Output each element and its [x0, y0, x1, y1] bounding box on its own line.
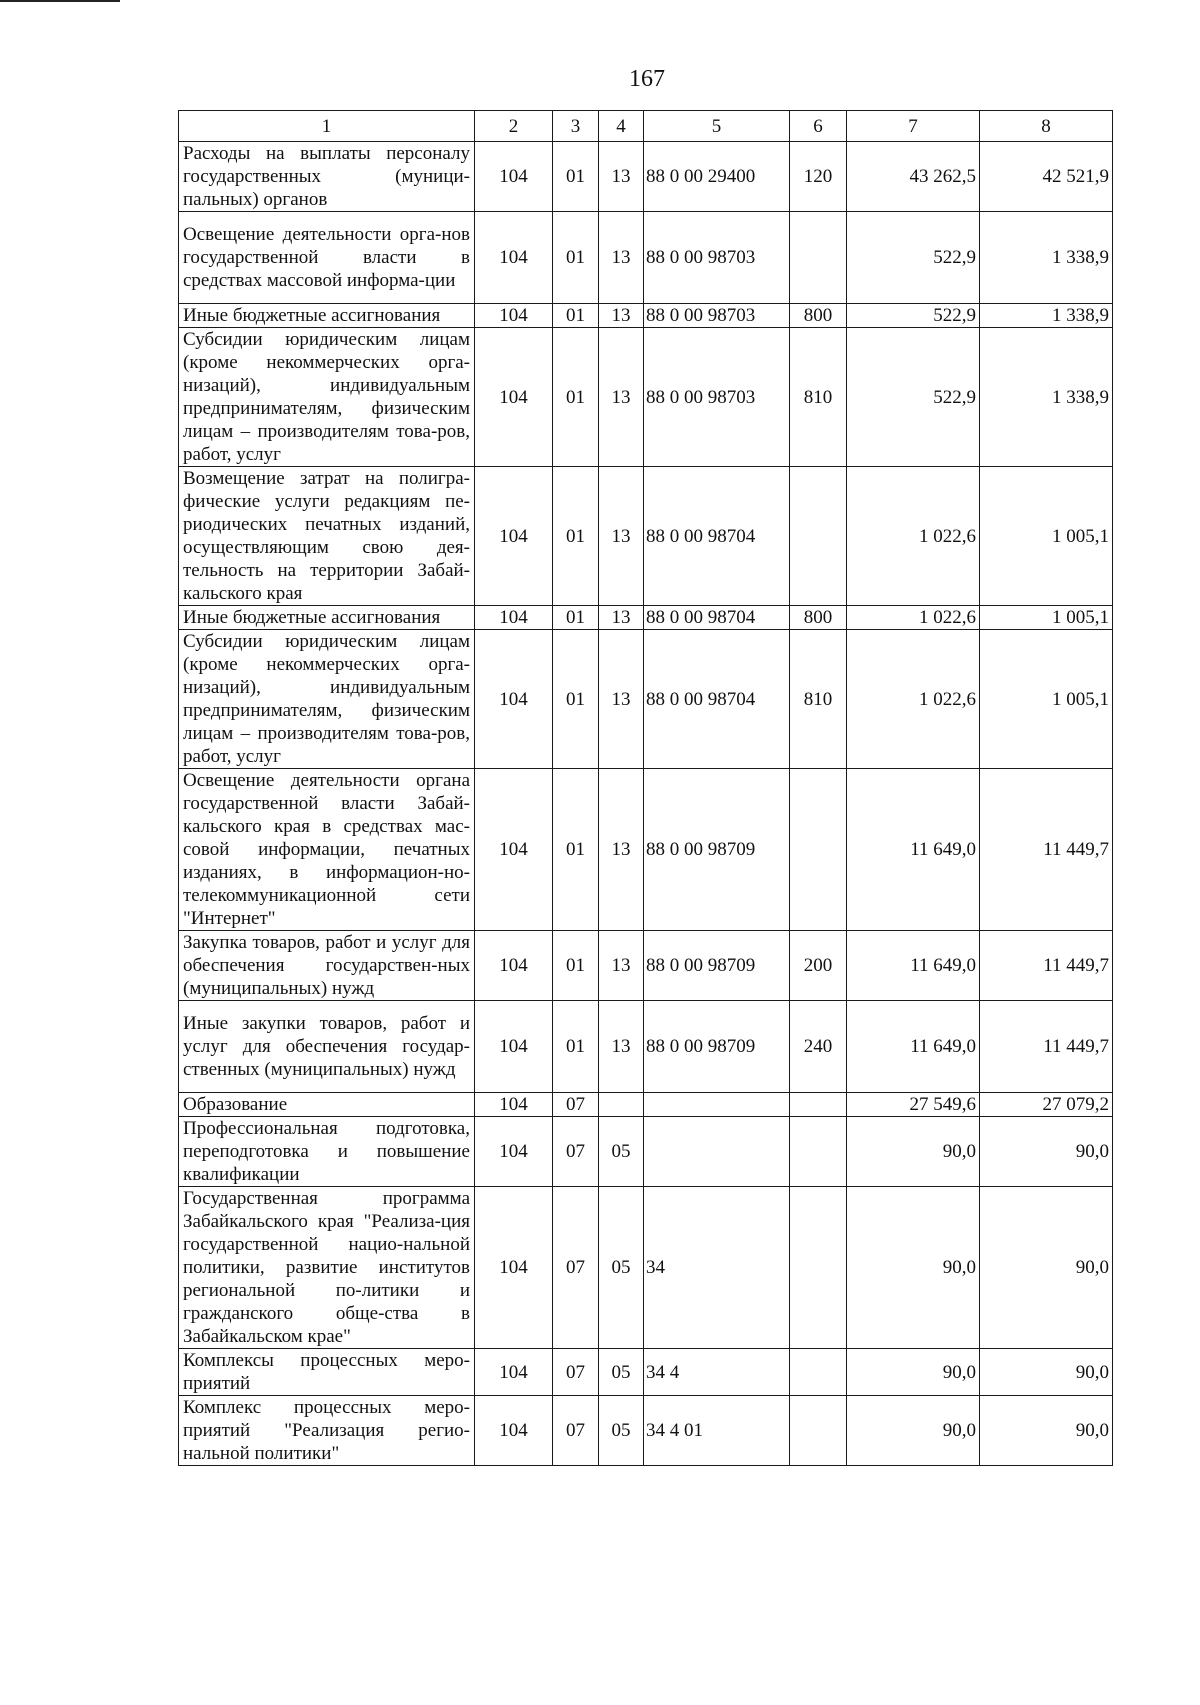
row-target-article: 34 4 [644, 1349, 790, 1396]
page-number: 167 [629, 66, 665, 92]
row-subsection: 13 [599, 328, 644, 467]
row-subsection: 05 [599, 1117, 644, 1187]
table-row [179, 606, 1113, 630]
row-ministry-code: 104 [475, 1187, 553, 1349]
row-description: Субсидии юридическим лицам (кроме некоммерческих орга-низаций), индивидуальным предпринимателям, физическим лицам – производителям това-ров, работ, услуг [179, 328, 475, 467]
row-amount-year2: 90,0 [980, 1117, 1113, 1187]
row-amount-year1: 522,9 [847, 304, 980, 328]
row-amount-year2: 27 079,2 [980, 1093, 1113, 1117]
row-subsection: 13 [599, 142, 644, 212]
row-section: 07 [553, 1187, 599, 1349]
row-subsection: 13 [599, 212, 644, 304]
row-section: 07 [553, 1093, 599, 1117]
row-expense-type: 120 [790, 142, 847, 212]
row-description: Возмещение затрат на полигра-фические услуги редакциям пе-риодических печатных изданий, осуществляющим свою дея-тельность на территории Забай-кальского края [179, 467, 475, 606]
row-ministry-code: 104 [475, 1349, 553, 1396]
row-amount-year1: 90,0 [847, 1117, 980, 1187]
row-section: 01 [553, 606, 599, 630]
row-amount-year2: 11 449,7 [980, 1001, 1113, 1093]
row-subsection [599, 1093, 644, 1117]
row-section: 01 [553, 142, 599, 212]
row-amount-year1: 90,0 [847, 1396, 980, 1466]
row-description: Освещение деятельности органа государственной власти Забай-кальского края в средствах мас-совой информации, печатных изданиях, в информацион-но-телекоммуникационной сети "Интернет" [179, 769, 475, 931]
row-target-article: 88 0 00 29400 [644, 142, 790, 212]
row-subsection: 13 [599, 931, 644, 1001]
table-row [179, 1117, 1113, 1187]
table-row [179, 630, 1113, 769]
row-expense-type [790, 1093, 847, 1117]
row-amount-year1: 27 549,6 [847, 1093, 980, 1117]
row-subsection: 13 [599, 304, 644, 328]
row-description: Освещение деятельности орга-нов государственной власти в средствах массовой информа-ции [179, 212, 475, 304]
row-description: Комплекс процессных меро-приятий "Реализация регио-нальной политики" [179, 1396, 475, 1466]
row-description: Иные закупки товаров, работ и услуг для обеспечения государ-ственных (муниципальных) нужд [179, 1001, 475, 1093]
row-expense-type: 240 [790, 1001, 847, 1093]
table-row [179, 1396, 1113, 1466]
row-expense-type: 800 [790, 606, 847, 630]
row-description: Профессиональная подготовка, переподготовка и повышение квалификации [179, 1117, 475, 1187]
row-ministry-code: 104 [475, 467, 553, 606]
row-ministry-code: 104 [475, 769, 553, 931]
table-row [179, 1093, 1113, 1117]
row-amount-year2: 42 521,9 [980, 142, 1113, 212]
table-row [179, 212, 1113, 304]
row-ministry-code: 104 [475, 212, 553, 304]
table-row [179, 467, 1113, 606]
row-amount-year1: 90,0 [847, 1349, 980, 1396]
row-ministry-code: 104 [475, 1117, 553, 1187]
row-target-article: 88 0 00 98709 [644, 931, 790, 1001]
header-cell: 7 [847, 111, 980, 142]
row-expense-type: 810 [790, 630, 847, 769]
row-target-article: 88 0 00 98709 [644, 1001, 790, 1093]
row-amount-year1: 90,0 [847, 1187, 980, 1349]
row-subsection: 13 [599, 467, 644, 606]
row-amount-year2: 11 449,7 [980, 931, 1113, 1001]
row-expense-type [790, 1117, 847, 1187]
table-row [179, 1001, 1113, 1093]
row-description: Субсидии юридическим лицам (кроме некоммерческих орга-низаций), индивидуальным предпринимателям, физическим лицам – производителям това-ров, работ, услуг [179, 630, 475, 769]
budget-table [178, 110, 1113, 1466]
row-section: 01 [553, 328, 599, 467]
row-target-article: 34 4 01 [644, 1396, 790, 1466]
row-amount-year2: 1 005,1 [980, 606, 1113, 630]
table-body [179, 111, 1113, 1466]
row-subsection: 05 [599, 1187, 644, 1349]
table-row [179, 931, 1113, 1001]
row-section: 01 [553, 212, 599, 304]
row-amount-year2: 1 005,1 [980, 467, 1113, 606]
row-ministry-code: 104 [475, 328, 553, 467]
row-description: Государственная программа Забайкальского края "Реализа-ция государственной нацио-нальной политики, развитие институтов региональной по-литики и гражданского обще-ства в Забайкальском крае" [179, 1187, 475, 1349]
row-amount-year1: 11 649,0 [847, 1001, 980, 1093]
row-target-article: 88 0 00 98704 [644, 606, 790, 630]
row-ministry-code: 104 [475, 606, 553, 630]
row-expense-type: 200 [790, 931, 847, 1001]
row-target-article: 88 0 00 98703 [644, 304, 790, 328]
row-ministry-code: 104 [475, 142, 553, 212]
row-amount-year2: 1 338,9 [980, 304, 1113, 328]
row-amount-year1: 1 022,6 [847, 630, 980, 769]
row-expense-type [790, 1349, 847, 1396]
row-target-article: 34 [644, 1187, 790, 1349]
row-subsection: 13 [599, 769, 644, 931]
row-expense-type: 810 [790, 328, 847, 467]
row-description: Закупка товаров, работ и услуг для обеспечения государствен-ных (муниципальных) нужд [179, 931, 475, 1001]
row-section: 07 [553, 1117, 599, 1187]
header-cell: 2 [475, 111, 553, 142]
table-header-row [179, 111, 1113, 142]
table-row [179, 769, 1113, 931]
row-target-article [644, 1093, 790, 1117]
row-amount-year2: 1 338,9 [980, 328, 1113, 467]
row-expense-type [790, 467, 847, 606]
row-section: 01 [553, 931, 599, 1001]
row-subsection: 05 [599, 1396, 644, 1466]
row-target-article: 88 0 00 98704 [644, 467, 790, 606]
row-ministry-code: 104 [475, 1093, 553, 1117]
row-description: Комплексы процессных меро-приятий [179, 1349, 475, 1396]
row-amount-year2: 90,0 [980, 1349, 1113, 1396]
row-target-article [644, 1117, 790, 1187]
header-cell: 1 [179, 111, 475, 142]
row-amount-year2: 1 005,1 [980, 630, 1113, 769]
table-row [179, 304, 1113, 328]
row-amount-year1: 11 649,0 [847, 931, 980, 1001]
row-target-article: 88 0 00 98709 [644, 769, 790, 931]
row-description: Иные бюджетные ассигнования [179, 304, 475, 328]
row-expense-type [790, 1187, 847, 1349]
table-row [179, 1187, 1113, 1349]
row-ministry-code: 104 [475, 1396, 553, 1466]
row-amount-year1: 1 022,6 [847, 467, 980, 606]
scan-edge-line [0, 0, 120, 2]
row-amount-year1: 11 649,0 [847, 769, 980, 931]
row-description: Образование [179, 1093, 475, 1117]
row-amount-year1: 43 262,5 [847, 142, 980, 212]
header-cell: 6 [790, 111, 847, 142]
row-expense-type [790, 212, 847, 304]
row-subsection: 13 [599, 1001, 644, 1093]
row-ministry-code: 104 [475, 1001, 553, 1093]
header-cell: 8 [980, 111, 1113, 142]
table-row [179, 1349, 1113, 1396]
header-cell: 5 [644, 111, 790, 142]
row-target-article: 88 0 00 98703 [644, 212, 790, 304]
row-description: Расходы на выплаты персоналу государственных (муници-пальных) органов [179, 142, 475, 212]
row-target-article: 88 0 00 98703 [644, 328, 790, 467]
row-ministry-code: 104 [475, 304, 553, 328]
row-section: 01 [553, 304, 599, 328]
header-cell: 3 [553, 111, 599, 142]
row-subsection: 13 [599, 630, 644, 769]
row-target-article: 88 0 00 98704 [644, 630, 790, 769]
row-section: 01 [553, 1001, 599, 1093]
row-description: Иные бюджетные ассигнования [179, 606, 475, 630]
row-section: 01 [553, 630, 599, 769]
row-section: 01 [553, 467, 599, 606]
row-amount-year2: 90,0 [980, 1187, 1113, 1349]
row-subsection: 05 [599, 1349, 644, 1396]
row-amount-year1: 522,9 [847, 328, 980, 467]
row-expense-type [790, 769, 847, 931]
row-section: 07 [553, 1396, 599, 1466]
header-cell: 4 [599, 111, 644, 142]
row-amount-year2: 90,0 [980, 1396, 1113, 1466]
row-section: 01 [553, 769, 599, 931]
row-expense-type [790, 1396, 847, 1466]
row-subsection: 13 [599, 606, 644, 630]
table-row [179, 142, 1113, 212]
row-amount-year1: 1 022,6 [847, 606, 980, 630]
row-amount-year2: 11 449,7 [980, 769, 1113, 931]
row-ministry-code: 104 [475, 931, 553, 1001]
row-section: 07 [553, 1349, 599, 1396]
row-amount-year1: 522,9 [847, 212, 980, 304]
row-amount-year2: 1 338,9 [980, 212, 1113, 304]
row-ministry-code: 104 [475, 630, 553, 769]
table-row [179, 328, 1113, 467]
row-expense-type: 800 [790, 304, 847, 328]
